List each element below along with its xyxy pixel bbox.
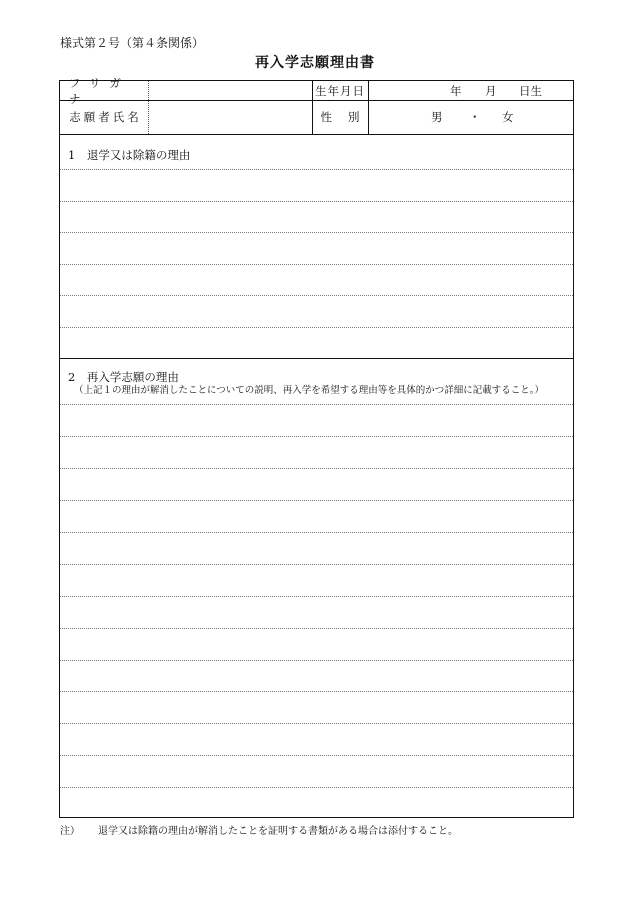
- furigana-field[interactable]: [148, 81, 312, 100]
- writing-line: [60, 404, 573, 405]
- section-divider: [60, 358, 573, 359]
- writing-line: [60, 264, 573, 265]
- form-number: 様式第２号（第４条関係）: [60, 36, 205, 50]
- writing-line: [60, 500, 573, 501]
- writing-line: [60, 532, 573, 533]
- writing-line: [60, 691, 573, 692]
- writing-line: [60, 628, 573, 629]
- application-form: [59, 75, 574, 818]
- section1-heading: 1 退学又は除籍の理由: [68, 148, 191, 162]
- writing-line: [60, 755, 573, 756]
- writing-line: [60, 295, 573, 296]
- sex-label: [312, 100, 368, 134]
- writing-line: [60, 723, 573, 724]
- writing-line: [60, 201, 573, 202]
- header-row-name: [60, 100, 573, 135]
- dob-year-label: 年: [450, 83, 462, 98]
- writing-line: [60, 787, 573, 788]
- sex-field: [368, 100, 575, 134]
- writing-line: [60, 169, 573, 170]
- writing-line: [60, 564, 573, 565]
- header-divider: [368, 81, 369, 134]
- footnote: [60, 822, 458, 837]
- footnote-mark: 注）: [60, 826, 80, 837]
- document-title: 再入学志願理由書: [255, 55, 375, 71]
- footnote-text: 退学又は除籍の理由が解消したことを証明する書類がある場合は添付すること。: [98, 826, 458, 837]
- sex-male-option[interactable]: 男: [431, 110, 443, 124]
- section2-note: （上記１の理由が解消したことについての説明、再入学を希望する理由等を具体的かつ詳細に記載すること。）: [74, 385, 545, 396]
- furigana-label: フリガナ: [69, 75, 130, 106]
- sex-separator: ・: [469, 110, 481, 124]
- applicant-name-field[interactable]: [148, 100, 312, 134]
- applicant-name-label: 志願者氏名: [69, 110, 142, 124]
- writing-line: [60, 596, 573, 597]
- writing-line: [60, 436, 573, 437]
- header-divider: [312, 81, 313, 134]
- writing-line: [60, 232, 573, 233]
- writing-line: [60, 660, 573, 661]
- sex-label-char1: 性: [320, 110, 332, 124]
- dob-field[interactable]: [368, 81, 575, 100]
- sex-female-option[interactable]: 女: [502, 110, 514, 124]
- header-divider-dotted: [148, 81, 149, 134]
- dob-label: 生年月日: [315, 83, 365, 98]
- section2-heading: 2 再入学志願の理由: [68, 370, 179, 384]
- dob-month-label: 月: [485, 83, 497, 98]
- writing-line: [60, 468, 573, 469]
- dob-day-label: 日生: [519, 83, 542, 98]
- header-row-furigana: [60, 75, 573, 106]
- writing-line: [60, 327, 573, 328]
- sex-label-char2: 別: [348, 110, 360, 124]
